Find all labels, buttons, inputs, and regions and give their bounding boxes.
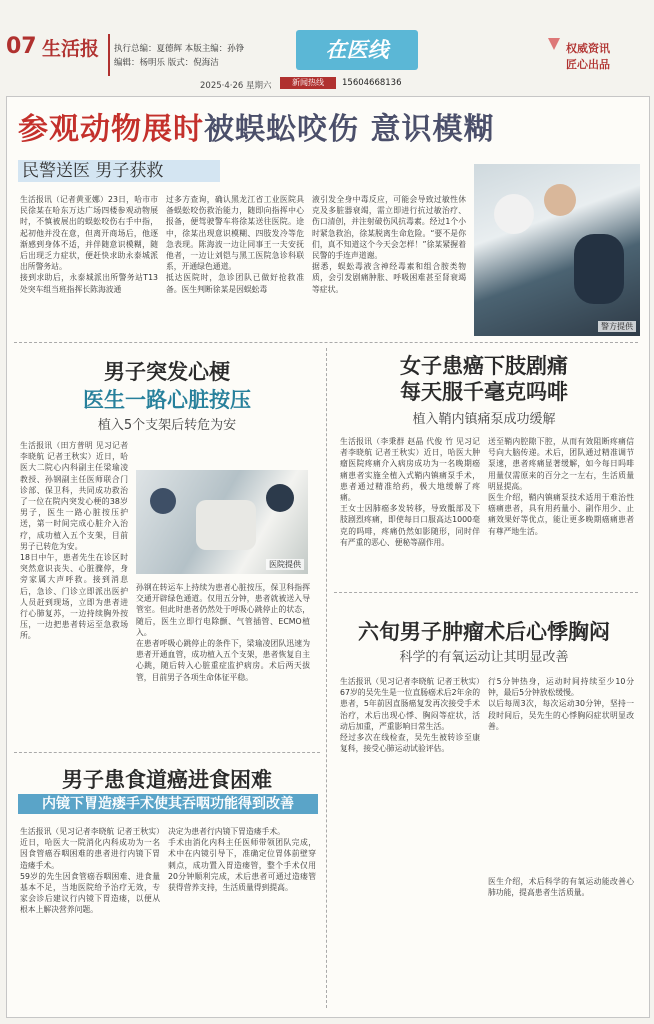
cancer-pain-col-2: 送至鞘内腔隙下腔，从而有效阻断疼痛信号向大脑传递。术后，团队通过精准调节泵速，患者疼痛显著缓解，如今每日吗啡用量仅需原来的百分之一左右，生活质量明显提高。 医生介绍，鞘内镇痛泵技术适用于难治性癌痛患者，具有用药量小、副作用少、止痛效果好等优点，能让更多晚期癌痛患者有尊严地生活。 [488,437,634,536]
section-title: 在医线 [296,30,418,70]
lead-col-2: 过多方查询，确认黑龙江省工业医院具备蜈蚣咬伤救治能力，随即向指挥中心报备，便驾驶警车将徐某送往医院。途中，徐某出现意识模糊、四肢发冷等危急表现。陈海波一边让同事王一夫安抚他者，一边让刘铠与黑工医院急诊科联系，开通绿色通道。 抵达医院时，急诊团队已做好抢救准备。医生判断徐某是因蜈蚣毒 [166,195,304,294]
lead-col-1: 生活报讯（记者黄亚娜）23日，哈市市民徐某在哈东万达广场四楼参观动物展时，不慎被展出的蜈蚣咬伤右手中指，起初他并没在意，但离开商场后，他逐渐感到身体不适，并伴随意识模糊，随后出现乏力症状，便赶快求助永泰城派出所警务站。 接到求助后，永泰城派出所警务站T13处突车组当班指挥长陈海波通 [20,195,158,294]
cancer-pain-deck: 植入鞘内镇痛泵成功缓解 [412,412,556,427]
hotline-label: 新闻热线 [280,77,336,89]
column-divider [326,348,327,1008]
paper-name: 生活报 [42,38,100,60]
esophagus-col-2: 决定为患者行内镜下胃造瘘手术。 手术由消化内科主任医师带领团队完成，术中在内镜引导下，准确定位胃体前壁穿刺点，成功置入胃造瘘管，整个手术仅用20分钟顺利完成，术后患者可通过造瘘管获得营养支持，生活质量得到提高。 [168,827,316,893]
photo-figure [574,234,624,304]
cardiac-photo-caption: 医院提供 [266,559,304,570]
arrow-down-icon [548,38,560,50]
cardiac-headline-1: 男子突发心梗 [104,360,230,384]
slogan-line-1: 权威资讯 [566,42,610,55]
tumor-deck: 科学的有氧运动让其明显改善 [399,650,569,665]
lead-headline [18,104,494,148]
tumor-col-2: 行5分钟热身，运动时间持续至少10分钟，最后5分钟放松缓慢。 以后每周3次，每次运动30分钟，坚持一段时间后，吴先生的心悸胸闷症状明显改善。 [488,677,634,731]
tumor-headline: 六旬男子肿瘤术后心悸胸闷 [358,620,610,644]
cardiac-photo [136,470,308,574]
cancer-pain-headline-2: 每天服千毫克吗啡 [400,380,568,404]
cardiac-col-2: 孙钢在转运车上持续为患者心脏按压，保卫科指挥交通开辟绿色通道。仅用五分钟，患者就被送入导管室。但此时患者仍然处于呼吸心跳停止的状态，随后，医生立即行电除颤、气管插管、ECMO植入。 在患者呼吸心跳停止的条件下，梁瑜凌团队迅速为患者开通血管，成功植入五个支架，患者恢复自主心跳，随后转入心脏重症监护病房。术后两天拔管，目前男子各项生命体征平稳。 [136,583,310,682]
tumor-col-1: 生活报讯（见习记者李晓航 记者王秋实）67岁的吴先生是一位直肠癌术后2年余的患者，5年前因直肠癌复发再次接受手术治疗，术后出现心悸、胸闷等症状，活动后加重，严重影响日常生活。 经过多次在线检查，吴先生被转诊至康复科，接受心肺运动试验评估。 [340,677,480,754]
esophagus-headline: 男子患食道癌进食困难 [62,768,272,792]
cardiac-col-1: 生活报讯（田方普明 见习记者李晓航 记者王秋实）近日，哈医大二院心内科副主任梁瑜凌教授、孙钢副主任医师联合门诊部、保卫科，共同成功救治了一位在院内突发心梗的38岁男子，医生一路心脏按压护送，第一时间完成心脏介入治疗，成功植入五个支架，目前男子已转危为安。 18日中午，患者先生在诊区时突然意识丧失、心脏骤停，身旁家属大声呼救。接到消息后，急诊、门诊立即派出医护人员赶到现场，立即为患者进行心肺复苏，一边持续胸外按压，一边把患者转运至急救场所。 [20,441,128,641]
section-divider [334,592,638,593]
esophagus-col-1: 生活报讯（见习记者李晓航 记者王秋实）近日，哈医大一院消化内科成功为一名因食管癌吞咽困难的患者进行内镜下胃造瘘手术。 59岁的先生因食管癌吞咽困难、进食量基本不足，当地医院给予治疗无效，专家会诊后建议行内镜下胃造瘘，以便从根本上解决营养问题。 [20,827,160,915]
editor-line: 执行总编：夏德辉 本版主编：孙铮 [114,44,245,54]
photo-figure [196,500,256,550]
photo-figure [494,194,534,234]
cardiac-deck: 植入5个支架后转危为安 [97,418,237,433]
cancer-pain-col-1: 生活报讯（李秉群 赵晶 代俊 竹 见习记者李晓航 记者王秋实）近日，哈医大肿瘤医院疼痛介入病房成功为一名晚期癌痛患者实施全植入式鞘内镇痛泵手术，患者通过精准给药，极大地缓解了疼痛。 王女士因肺癌多发转移，导致骶部及下肢剧烈疼痛，即使每日口服高达1000毫克的吗啡，疼痛仍然如影随形，同时伴有严重的恶心、便秘等副作用。 [340,437,480,547]
tumor-col-3: 医生介绍，术后科学的有氧运动能改善心肺功能，提高患者生活质量。 [488,877,634,898]
lead-col-3: 液引发全身中毒反应，可能会导致过敏性休克及多脏器衰竭，需立即进行抗过敏治疗、伤口清创，并注射破伤风抗毒素。经过1个小时紧急救治，徐某脱离生命危险。“要不是你们，真不知道这个今天会怎样！”徐某紧握着民警的手连声道谢。 据悉，蜈蚣毒液含神经毒素和组合胺类物质，会引发剧痛肿胀、呼吸困难甚至肾衰竭等症状。 [312,195,466,294]
section-divider [14,342,638,343]
masthead [0,0,654,91]
cardiac-headline-2: 医生一路心脏按压 [83,388,251,412]
masthead-divider [108,34,110,76]
photo-figure [150,488,176,514]
lead-subhead: 民警送医 男子获救 [18,160,220,182]
lead-photo [474,164,640,336]
lead-headline-dark: 被蜈蚣咬伤 意识模糊 [204,112,495,147]
staff-line: 编辑：杨明乐 版式：倪海洁 [114,58,219,68]
issue-date: 2025·4·26 星期六 [200,81,272,91]
hotline-number: 15604668136 [342,78,402,88]
page-number: 07 [6,34,37,59]
esophagus-banner: 内镜下胃造瘘手术使其吞咽功能得到改善 [18,794,318,814]
lead-photo-caption: 警方提供 [598,321,636,332]
photo-figure [266,484,294,512]
lead-headline-red: 参观动物展时 [18,112,204,147]
cancer-pain-headline-1: 女子患癌下肢剧痛 [400,354,568,378]
photo-figure [544,184,576,216]
slogan-line-2: 匠心出品 [566,58,610,71]
section-divider [14,752,320,753]
